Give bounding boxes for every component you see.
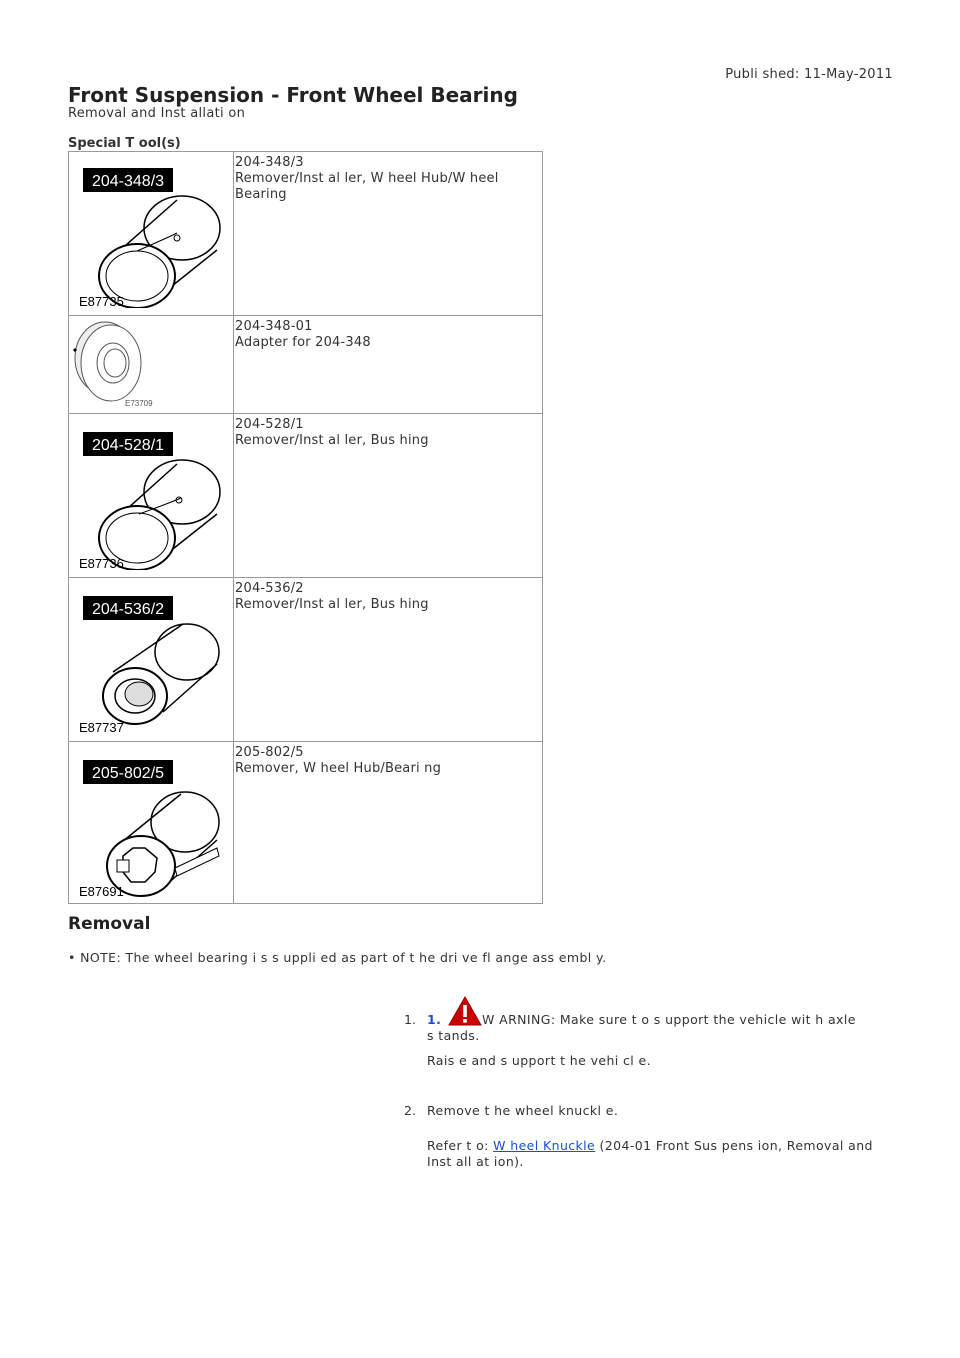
special-tools-table <box>68 151 543 904</box>
tool-description <box>234 742 543 904</box>
tool-description <box>234 152 543 316</box>
tool-number: 205-802/5 <box>235 745 304 760</box>
tool-image-code: E87736 <box>79 556 124 570</box>
tool-image-cell <box>69 414 234 578</box>
refer-line <box>427 1138 873 1153</box>
tool-image-code: E87737 <box>79 720 124 734</box>
step-text: Rais e and s upport t he vehi cl e. <box>427 1053 652 1068</box>
tool-illustration <box>77 420 227 570</box>
tool-image-cell <box>69 742 234 904</box>
warning-text-cont: s tands. <box>427 1028 480 1043</box>
tool-image-label: 204-536/2 <box>91 601 165 618</box>
tool-name: Remover/Inst al ler, Bus hing <box>235 597 429 612</box>
refer-suffix: (204-01 Front Sus pens ion, Removal and <box>599 1138 873 1153</box>
tool-image-label: 205-802/5 <box>91 765 165 782</box>
tool-number: 204-348/3 <box>235 155 304 170</box>
tool-number: 204-536/2 <box>235 581 304 596</box>
tool-image-code: E87735 <box>79 294 124 308</box>
wheel-knuckle-link[interactable]: W heel Knuckle <box>493 1138 596 1153</box>
tool-illustration <box>77 748 227 898</box>
tool-image-code: E73709 <box>125 399 153 408</box>
published-date: Publi shed: 11-May-2011 <box>725 67 893 82</box>
refer-line-cont: Inst all at ion). <box>427 1154 524 1169</box>
refer-prefix: Refer t o: <box>427 1138 489 1153</box>
tool-description <box>234 414 543 578</box>
step-number: 1. <box>404 1012 416 1027</box>
tool-image-cell <box>69 316 234 414</box>
step-text: Remove t he wheel knuckl e. <box>427 1103 619 1118</box>
tool-name: Remover/Inst al ler, W heel Hub/W heel Bearing <box>235 171 499 202</box>
tool-image-cell <box>69 152 234 316</box>
step-bold-number: 1. <box>427 1012 442 1027</box>
tool-name: Remover/Inst al ler, Bus hing <box>235 433 429 448</box>
tool-row <box>69 414 543 578</box>
tool-number: 204-348-01 <box>235 319 313 334</box>
tool-image-label: 204-348/3 <box>91 173 165 190</box>
special-tools-heading: Special T ool(s) <box>68 136 181 151</box>
tool-row <box>69 578 543 742</box>
tool-number: 204-528/1 <box>235 417 304 432</box>
page-subtitle: Removal and Inst allati on <box>68 106 246 121</box>
note-text: • NOTE: The wheel bearing i s s uppli ed as part of t he dri ve fl ange ass embl y. <box>68 950 607 965</box>
tool-row <box>69 316 543 414</box>
warning-icon <box>448 996 482 1026</box>
tool-illustration <box>69 318 219 410</box>
tool-image-cell <box>69 578 234 742</box>
tool-illustration <box>77 584 227 734</box>
tool-image-label: 204-528/1 <box>91 437 165 454</box>
page-title: Front Suspension - Front Wheel Bearing <box>68 83 518 107</box>
tool-name: Remover, W heel Hub/Beari ng <box>235 761 442 776</box>
tool-row <box>69 152 543 316</box>
tool-image-code: E87691 <box>79 884 124 898</box>
tool-description <box>234 578 543 742</box>
tool-description <box>234 316 543 414</box>
step-number: 2. <box>404 1103 416 1118</box>
tool-illustration <box>77 158 227 308</box>
removal-heading: Removal <box>68 914 151 934</box>
tool-row <box>69 742 543 904</box>
warning-text: W ARNING: Make sure t o s upport the vehicle wit h axle <box>482 1012 856 1027</box>
tool-name: Adapter for 204-348 <box>235 335 371 350</box>
